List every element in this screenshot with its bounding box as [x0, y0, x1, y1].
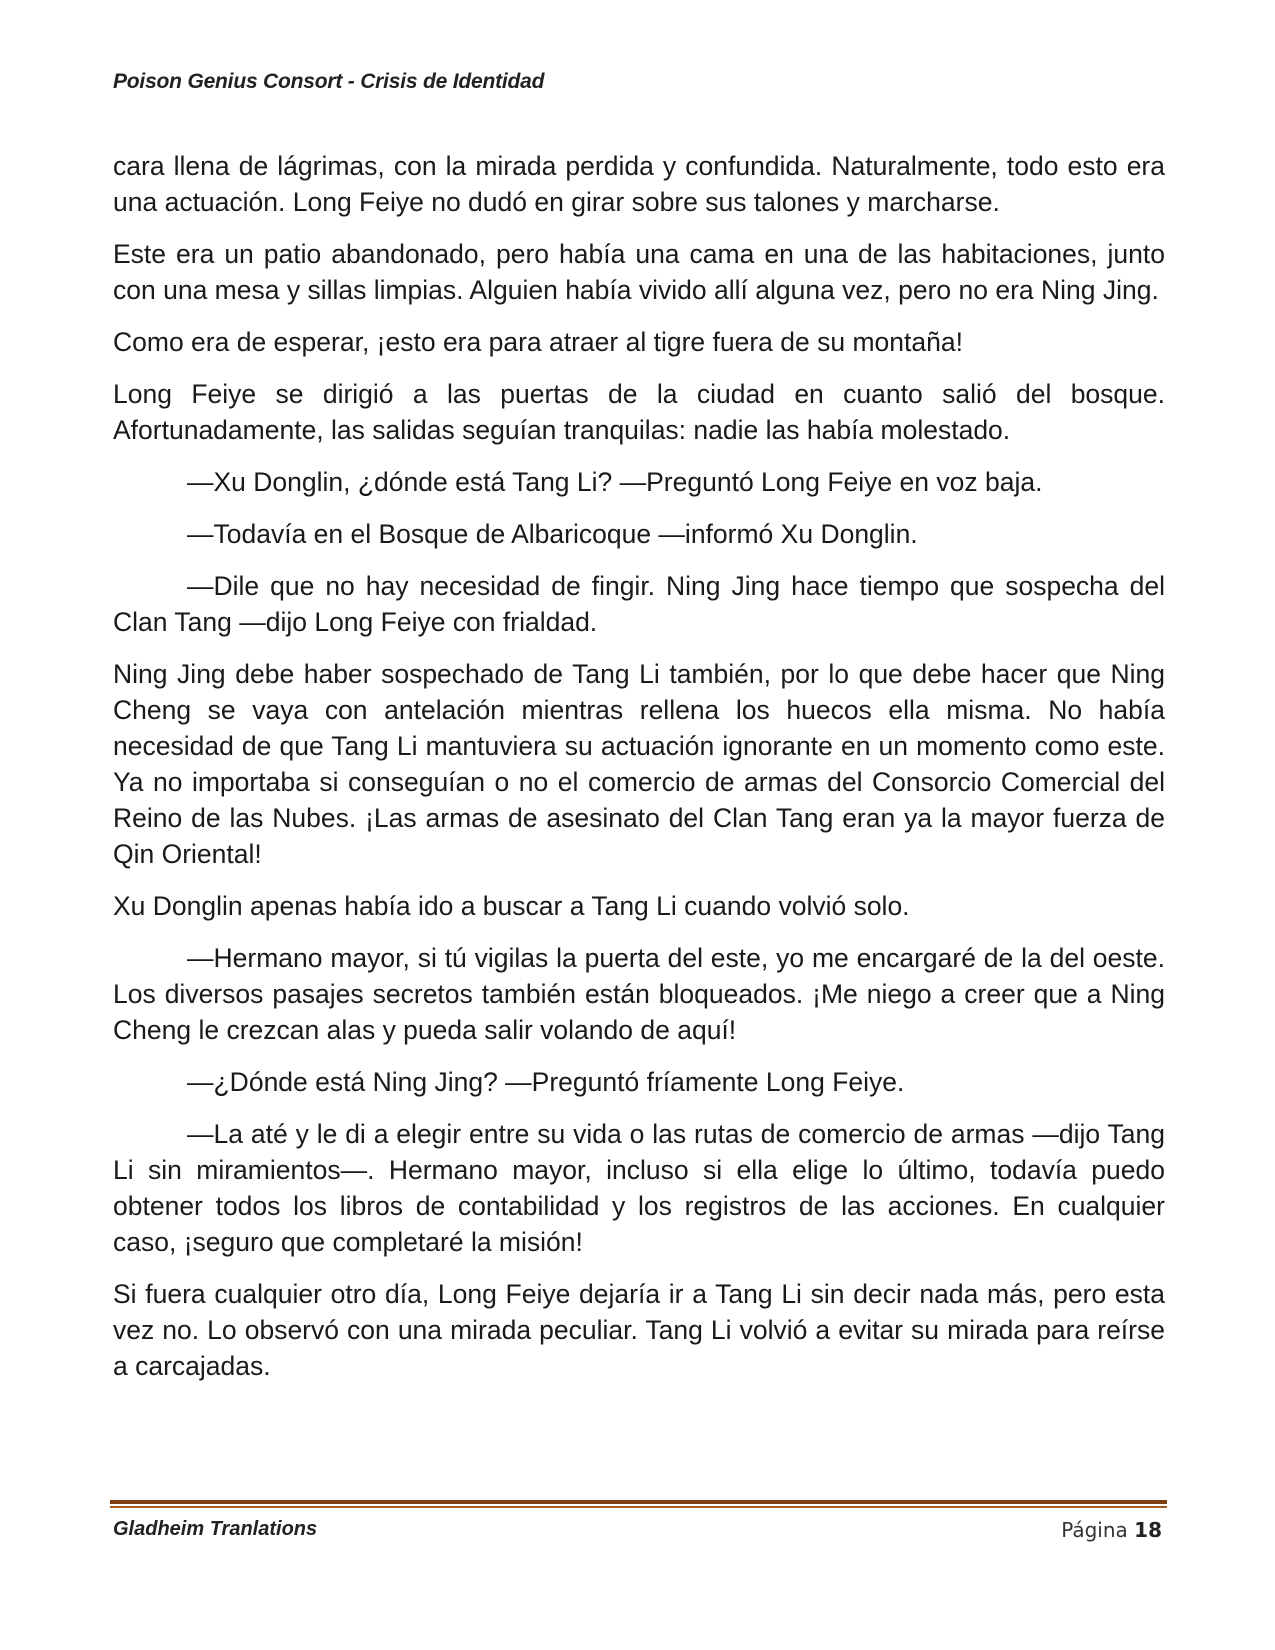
page-number-value: 18: [1134, 1518, 1162, 1542]
footer-divider-thick: [110, 1500, 1167, 1504]
paragraph: Long Feiye se dirigió a las puertas de la ciudad en cuanto salió del bosque. Afortunadamente, las salidas seguían tranquilas: nadie las había molestado.: [113, 379, 1165, 445]
page-header-title: Poison Genius Consort - Crisis de Identidad: [113, 70, 545, 93]
paragraph: Como era de esperar, ¡esto era para atraer al tigre fuera de su montaña!: [113, 327, 963, 357]
paragraph: Xu Donglin apenas había ido a buscar a Tang Li cuando volvió solo.: [113, 891, 910, 921]
footer-divider-thin: [110, 1506, 1167, 1508]
dialogue-paragraph: —La até y le di a elegir entre su vida o las rutas de comercio de armas —dijo Tang Li sin miramientos—. Hermano mayor, incluso si ella elige lo último, todavía puedo obtener todos los libros de contabilidad y los registros de las acciones. En cualquier caso, ¡seguro que completaré la misión!: [113, 1119, 1165, 1257]
paragraph: Ning Jing debe haber sospechado de Tang Li también, por lo que debe hacer que Ning Cheng se vaya con antelación mientras rellena los huecos ella misma. No había necesidad de que Tang Li mantuviera su actuación ignorante en un momento como este. Ya no importaba si conseguían o no el comercio de armas del Consorcio Comercial del Reino de las Nubes. ¡Las armas de asesinato del Clan Tang eran ya la mayor fuerza de Qin Oriental!: [113, 659, 1165, 869]
dialogue-paragraph: —Xu Donglin, ¿dónde está Tang Li? —Preguntó Long Feiye en voz baja.: [187, 467, 1043, 497]
dialogue-paragraph: —Todavía en el Bosque de Albaricoque —informó Xu Donglin.: [187, 519, 918, 549]
page-body: [113, 148, 1165, 1400]
paragraph: Si fuera cualquier otro día, Long Feiye dejaría ir a Tang Li sin decir nada más, pero esta vez no. Lo observó con una mirada peculiar. Tang Li volvió a evitar su mirada para reírse a carcajadas.: [113, 1279, 1165, 1381]
dialogue-paragraph: —¿Dónde está Ning Jing? —Preguntó fríamente Long Feiye.: [187, 1067, 905, 1097]
footer-publisher: Gladheim Tranlations: [113, 1518, 318, 1540]
page-label: Página: [1061, 1518, 1128, 1542]
dialogue-paragraph: —Dile que no hay necesidad de fingir. Ning Jing hace tiempo que sospecha del Clan Tang —dijo Long Feiye con frialdad.: [113, 571, 1165, 637]
dialogue-paragraph: —Hermano mayor, si tú vigilas la puerta del este, yo me encargaré de la del oeste. Los diversos pasajes secretos también están bloqueados. ¡Me niego a creer que a Ning Cheng le crezcan alas y pueda salir volando de aquí!: [113, 943, 1165, 1045]
page-number: [1061, 1518, 1162, 1542]
paragraph: cara llena de lágrimas, con la mirada perdida y confundida. Naturalmente, todo esto era una actuación. Long Feiye no dudó en girar sobre sus talones y marcharse.: [113, 151, 1165, 217]
footer-divider: [110, 1500, 1167, 1509]
paragraph: Este era un patio abandonado, pero había una cama en una de las habitaciones, junto con una mesa y sillas limpias. Alguien había vivido allí alguna vez, pero no era Ning Jing.: [113, 239, 1165, 305]
